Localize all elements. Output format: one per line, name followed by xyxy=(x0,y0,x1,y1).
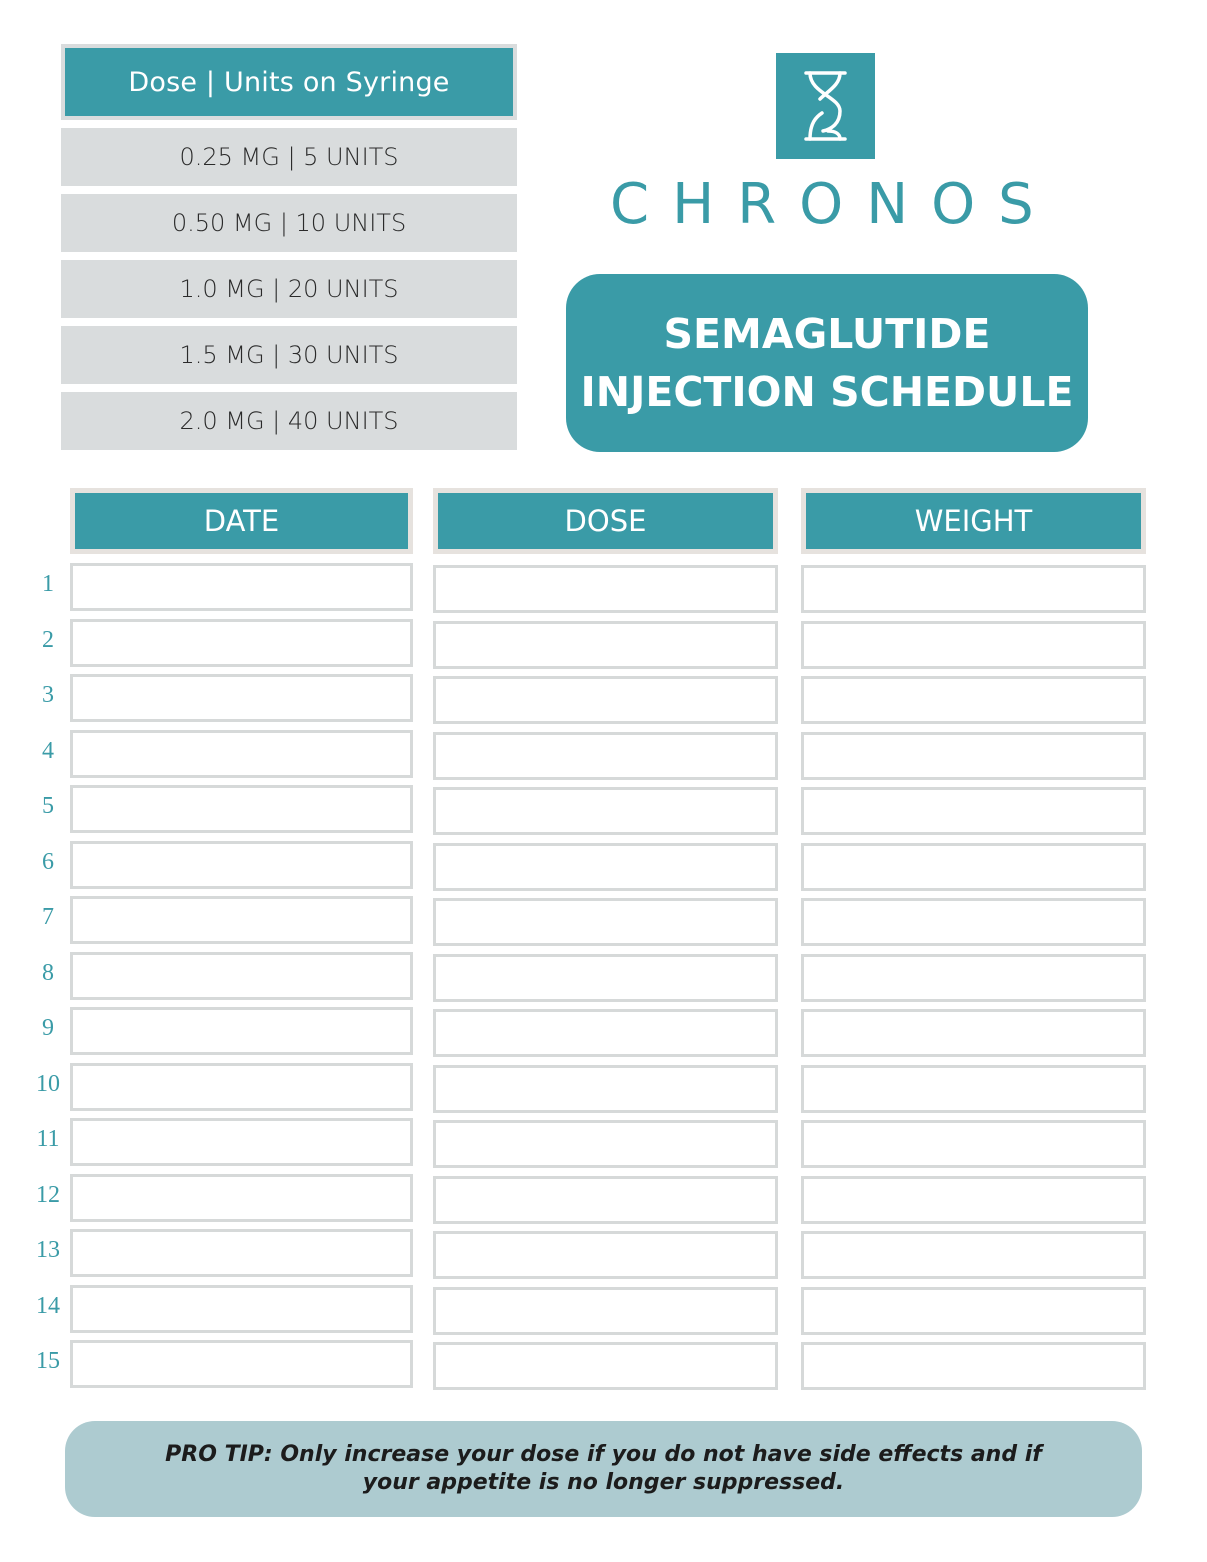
dose-row: 2.0 MG | 40 UNITS xyxy=(61,392,517,450)
brand-name: CHRONOS xyxy=(610,172,1057,237)
dose-entry-field[interactable] xyxy=(433,1342,778,1390)
dose-entry-field[interactable] xyxy=(433,621,778,669)
dose-entry-field[interactable] xyxy=(433,1287,778,1335)
dose-entry-field[interactable] xyxy=(433,898,778,946)
page-title xyxy=(566,274,1088,452)
weight-entry-field[interactable] xyxy=(801,732,1146,780)
dose-entry-field[interactable] xyxy=(433,1120,778,1168)
weight-entry-field[interactable] xyxy=(801,565,1146,613)
column-header-date: DATE xyxy=(70,488,413,554)
column-header-weight: WEIGHT xyxy=(801,488,1146,554)
weight-entry-field[interactable] xyxy=(801,1342,1146,1390)
dose-table-header: Dose | Units on Syringe xyxy=(61,44,517,120)
date-entry-field[interactable] xyxy=(70,896,413,944)
dose-row: 0.25 MG | 5 UNITS xyxy=(61,128,517,186)
date-entry-field[interactable] xyxy=(70,1229,413,1277)
row-number: 14 xyxy=(36,1293,60,1319)
date-entry-field[interactable] xyxy=(70,674,413,722)
dose-entry-field[interactable] xyxy=(433,1176,778,1224)
weight-entry-field[interactable] xyxy=(801,621,1146,669)
row-number: 13 xyxy=(36,1237,60,1263)
dose-entry-field[interactable] xyxy=(433,787,778,835)
row-number: 9 xyxy=(42,1015,54,1041)
weight-entry-field[interactable] xyxy=(801,954,1146,1002)
date-entry-field[interactable] xyxy=(70,619,413,667)
dose-entry-field[interactable] xyxy=(433,676,778,724)
dose-row: 1.5 MG | 30 UNITS xyxy=(61,326,517,384)
dose-reference-table xyxy=(61,44,517,450)
dose-entry-field[interactable] xyxy=(433,1065,778,1113)
date-entry-field[interactable] xyxy=(70,785,413,833)
weight-entry-field[interactable] xyxy=(801,787,1146,835)
dose-entry-field[interactable] xyxy=(433,565,778,613)
row-number: 2 xyxy=(42,627,54,653)
row-number: 1 xyxy=(42,571,54,597)
date-entry-field[interactable] xyxy=(70,1007,413,1055)
row-number: 8 xyxy=(42,960,54,986)
weight-entry-field[interactable] xyxy=(801,1009,1146,1057)
pro-tip-line-2: your appetite is no longer suppressed. xyxy=(362,1470,845,1495)
dose-entry-field[interactable] xyxy=(433,1231,778,1279)
date-entry-field[interactable] xyxy=(70,1118,413,1166)
row-number: 15 xyxy=(36,1348,60,1374)
row-number: 11 xyxy=(36,1126,60,1152)
dose-entry-field[interactable] xyxy=(433,1009,778,1057)
dose-row: 0.50 MG | 10 UNITS xyxy=(61,194,517,252)
title-line-2: INJECTION SCHEDULE xyxy=(580,368,1074,416)
row-number: 12 xyxy=(36,1182,60,1208)
row-number: 6 xyxy=(42,849,54,875)
date-entry-field[interactable] xyxy=(70,1340,413,1388)
row-number: 3 xyxy=(42,682,54,708)
date-entry-field[interactable] xyxy=(70,563,413,611)
row-number: 5 xyxy=(42,793,54,819)
weight-entry-field[interactable] xyxy=(801,1287,1146,1335)
weight-entry-field[interactable] xyxy=(801,1120,1146,1168)
pro-tip-line-1: PRO TIP: Only increase your dose if you do not have side effects and if xyxy=(165,1442,1042,1467)
date-entry-field[interactable] xyxy=(70,1063,413,1111)
row-number: 10 xyxy=(36,1071,60,1097)
pro-tip xyxy=(65,1421,1142,1517)
date-entry-field[interactable] xyxy=(70,730,413,778)
weight-entry-field[interactable] xyxy=(801,676,1146,724)
date-entry-field[interactable] xyxy=(70,1285,413,1333)
date-entry-field[interactable] xyxy=(70,841,413,889)
date-entry-field[interactable] xyxy=(70,952,413,1000)
dose-entry-field[interactable] xyxy=(433,954,778,1002)
row-number: 4 xyxy=(42,738,54,764)
date-entry-field[interactable] xyxy=(70,1174,413,1222)
weight-entry-field[interactable] xyxy=(801,1176,1146,1224)
weight-entry-field[interactable] xyxy=(801,1065,1146,1113)
weight-entry-field[interactable] xyxy=(801,898,1146,946)
hourglass-icon xyxy=(776,53,875,159)
column-header-dose: DOSE xyxy=(433,488,778,554)
dose-entry-field[interactable] xyxy=(433,843,778,891)
title-line-1: SEMAGLUTIDE xyxy=(663,310,991,358)
weight-entry-field[interactable] xyxy=(801,843,1146,891)
weight-entry-field[interactable] xyxy=(801,1231,1146,1279)
row-number: 7 xyxy=(42,904,54,930)
dose-entry-field[interactable] xyxy=(433,732,778,780)
dose-row: 1.0 MG | 20 UNITS xyxy=(61,260,517,318)
